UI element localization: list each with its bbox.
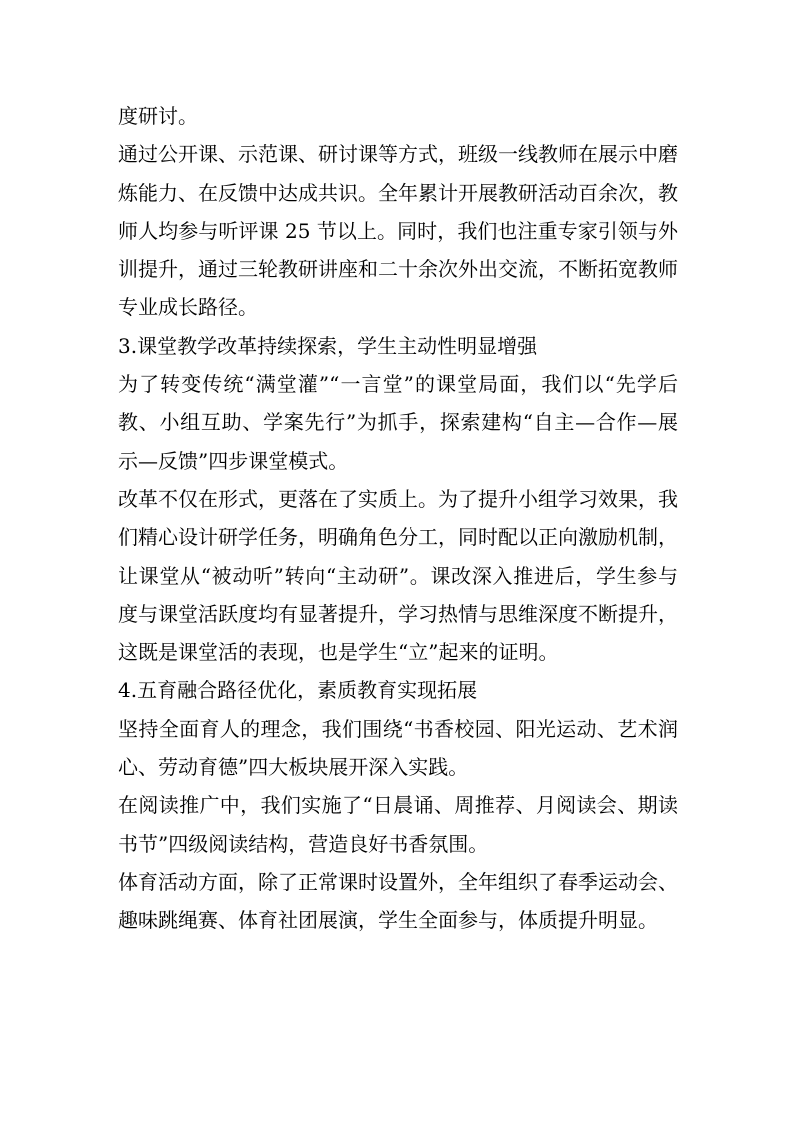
paragraph-holistic-education: 坚持全面育人的理念，我们围绕“书香校园、阳光运动、艺术润心、劳动育德”四大板块展开深入实践。 xyxy=(118,716,678,780)
document-body xyxy=(118,97,678,940)
paragraph-four-step-model: 为了转变传统“满堂灌”“一言堂”的课堂局面，我们以“先学后教、小组互助、学案先行”为抓手，探索建构“自主—合作—展示—反馈”四步课堂模式。 xyxy=(118,372,678,473)
paragraph-continuation: 度研讨。 xyxy=(118,104,198,128)
paragraph-reform-substance: 改革不仅在形式，更落在了实质上。为了提升小组学习效果，我们精心设计研学任务，明确角色分工，同时配以正向激励机制，让课堂从“被动听”转向“主动研”。课改深入推进后，学生参与度与课堂活跃度均有显著提升，学习热情与思维深度不断提升，这既是课堂活的表现，也是学生“立”起来的证明。 xyxy=(118,486,678,665)
section-heading-five-education: 4.五育融合路径优化，素质教育实现拓展 xyxy=(118,678,478,703)
section-heading-classroom-reform: 3.课堂教学改革持续探索，学生主动性明显增强 xyxy=(118,333,538,358)
paragraph-reading-promotion: 在阅读推广中，我们实施了“日晨诵、周推荐、月阅读会、期读书节”四级阅读结构，营造良好书香氛围。 xyxy=(118,793,678,856)
paragraph-teacher-training: 通过公开课、示范课、研讨课等方式，班级一线教师在展示中磨炼能力、在反馈中达成共识。全年累计开展教研活动百余次，教师人均参与听评课 25 节以上。同时，我们也注重专家引领与外训提升，通过三轮教研讲座和二十余次外出交流，不断拓宽教师专业成长路径。 xyxy=(118,142,678,320)
paragraph-sports-activities: 体育活动方面，除了正常课时设置外，全年组织了春季运动会、趣味跳绳赛、体育社团展演，学生全面参与，体质提升明显。 xyxy=(118,869,678,933)
